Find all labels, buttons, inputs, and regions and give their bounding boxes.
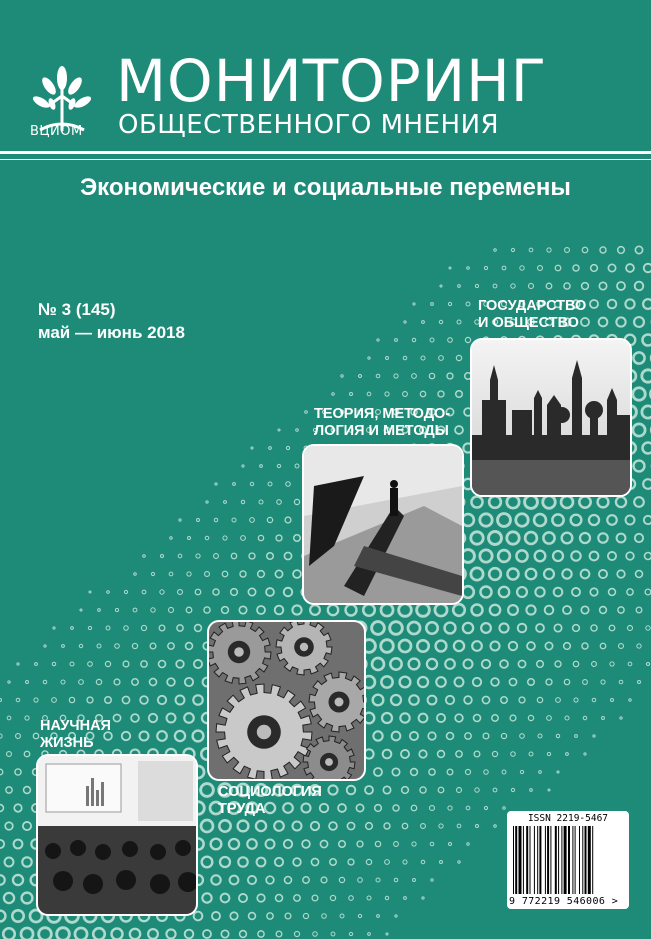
section-label-line: ЛОГИЯ И МЕТОДЫ [314, 423, 449, 439]
issue-number: № 3 (145) [38, 300, 116, 319]
issn-number: ISSN 2219-5467 [527, 813, 609, 824]
issn-barcode [507, 811, 629, 909]
conference-photo [36, 754, 198, 916]
section-label-line: ТЕОРИЯ, МЕТОДО- [314, 406, 451, 422]
section-label-science [40, 718, 111, 752]
barcode-number: 9 772219 546006 > [509, 896, 619, 907]
divider-thick [0, 151, 651, 154]
kremlin-photo [470, 338, 632, 497]
section-label-line: СОЦИОЛОГИЯ [218, 784, 322, 800]
section-label-line: НАУЧНАЯ [40, 718, 111, 734]
gears-photo [207, 620, 366, 781]
section-label-line: ЖИЗНЬ [40, 735, 94, 751]
section-label-theory [314, 406, 450, 440]
divider-thin [0, 159, 651, 160]
logo-label: ВЦИОМ [30, 124, 83, 139]
issue-info [38, 298, 185, 344]
section-label-labour [218, 784, 322, 818]
journal-title-main: МОНИТОРИНГ [116, 47, 548, 115]
journal-subtitle: Экономические и социальные перемены [80, 174, 571, 201]
issue-date: май — июнь 2018 [38, 323, 185, 342]
section-label-line: И ОБЩЕСТВО [478, 315, 579, 331]
section-label-state [478, 298, 586, 332]
man-on-arrows-photo [302, 444, 464, 605]
section-label-line: ГОСУДАРСТВО [478, 298, 587, 314]
barcode-bars [513, 826, 623, 894]
journal-title-sub: ОБЩЕСТВЕННОГО МНЕНИЯ [118, 110, 500, 140]
section-label-line: ТРУДА [218, 801, 266, 817]
